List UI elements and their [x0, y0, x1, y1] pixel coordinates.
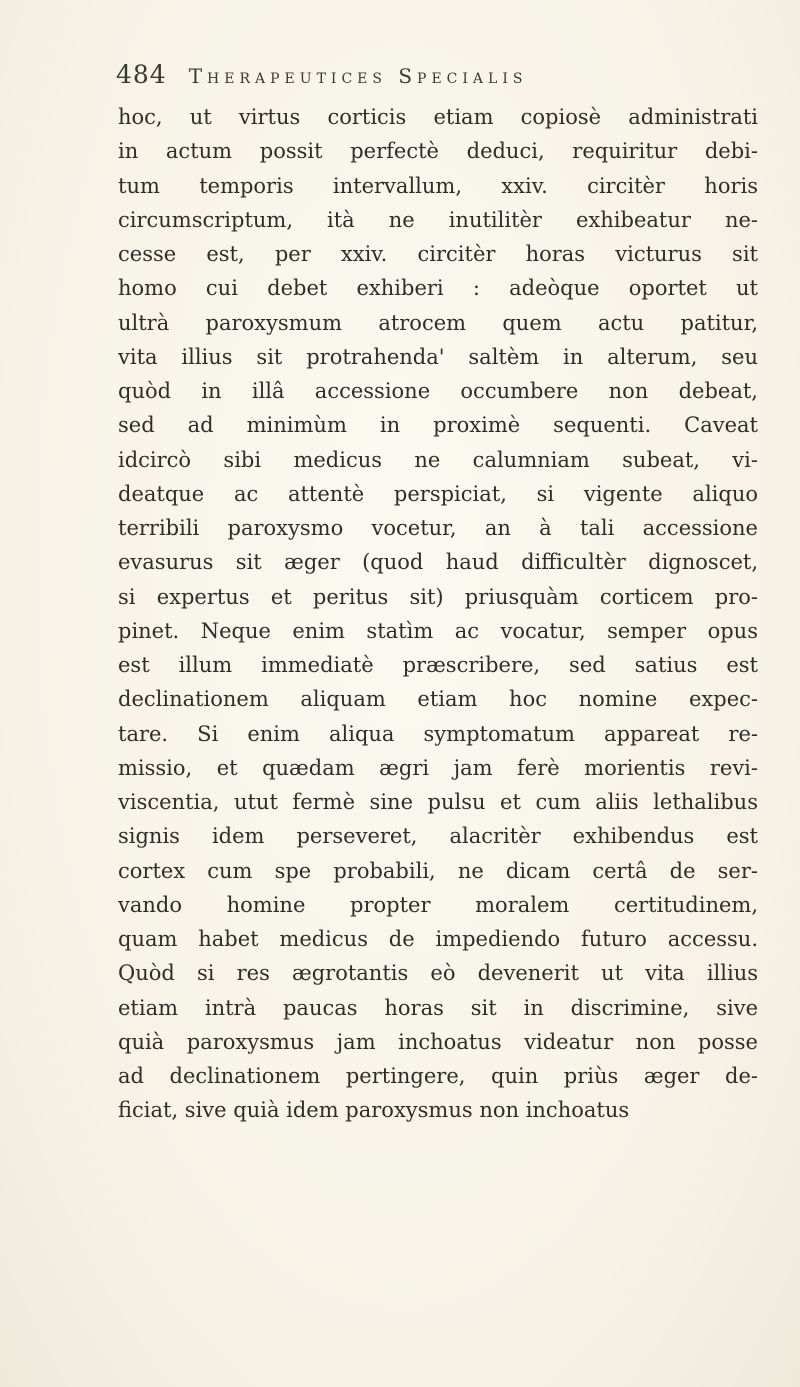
text-line: ad declinationem pertingere, quin priùs æger de- [118, 1064, 758, 1088]
text-line: cortex cum spe probabili, ne dicam certâ de ser- [118, 858, 758, 883]
text-line: hoc, ut virtus corticis etiam copiosè administrati [118, 105, 758, 129]
text-line: quià paroxysmus jam inchoatus videatur non posse [118, 1029, 758, 1054]
text-line: homo cui debet exhiberi : adeòque oportet ut [118, 276, 758, 301]
text-line: circumscriptum, ità ne inutilitèr exhibeatur ne- [118, 207, 758, 232]
text-line: deatque ac attentè perspiciat, si vigente aliquo [118, 481, 758, 506]
text-line: ficiat, sive quià idem paroxysmus non inchoatus [118, 1098, 630, 1123]
text-line: viscentia, utut fermè sine pulsu et cum aliis lethalibus [118, 790, 758, 814]
text-line: tare. Si enim aliqua symptomatum appareat re- [118, 721, 758, 746]
text-line: quòd in illâ accessione occumbere non debeat, [118, 379, 758, 403]
text-line: signis idem perseveret, alacritèr exhibendus est [118, 824, 758, 849]
text-line: est illum immediatè præscribere, sed satius est [118, 653, 758, 677]
text-line: evasurus sit æger (quod haud difficultèr dignoscet, [118, 550, 758, 575]
text-line: tum temporis intervallum, xxiv. circitèr horis [118, 173, 758, 198]
page-number: 484 [116, 60, 167, 89]
text-line: quam habet medicus de impediendo futuro accessu. [118, 927, 758, 951]
text-line: vando homine propter moralem certitudinem, [118, 892, 758, 917]
text-line: in actum possit perfectè deduci, requiritur debi- [118, 139, 758, 164]
text-line: cesse est, per xxiv. circitèr horas victurus sit [118, 242, 758, 266]
text-line: idcircò sibi medicus ne calumniam subeat, vi- [118, 447, 758, 472]
text-line: Quòd si res ægrotantis eò devenerit ut vita illius [118, 961, 758, 986]
text-line: declinationem aliquam etiam hoc nomine expec- [118, 687, 758, 712]
text-line: etiam intrà paucas horas sit in discrimine, sive [118, 995, 758, 1020]
text-line: vita illius sit protrahenda' saltèm in alterum, seu [118, 344, 758, 369]
body-text [118, 100, 758, 1128]
text-line: si expertus et peritus sit) priusquàm corticem pro- [118, 584, 758, 609]
text-line: terribili paroxysmo vocetur, an à tali accessione [118, 516, 758, 540]
text-line: sed ad minimùm in proximè sequenti. Caveat [118, 413, 758, 438]
text-line: ultrà paroxysmum atrocem quem actu patitur, [118, 310, 758, 335]
text-line: missio, et quædam ægri jam ferè morientis revi- [118, 755, 758, 780]
running-head-title: Therapeutices Specialis [188, 64, 528, 88]
running-head [116, 60, 716, 96]
text-line: pinet. Neque enim statìm ac vocatur, semper opus [118, 618, 758, 643]
